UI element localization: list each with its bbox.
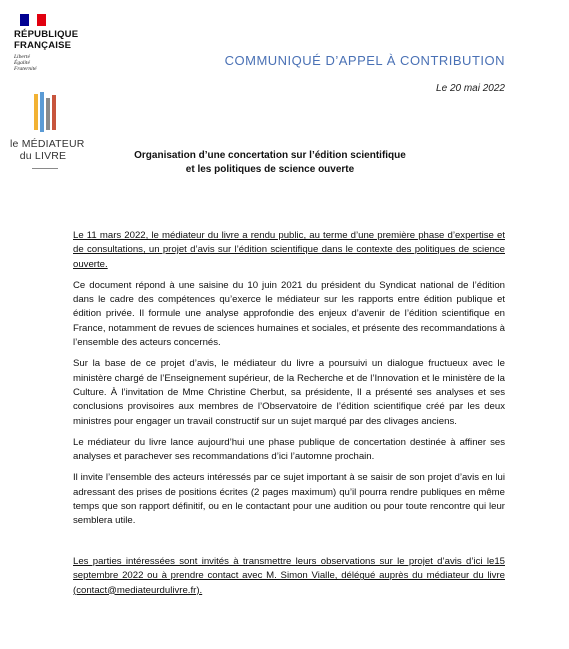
- republique-francaise-logo: [14, 14, 78, 72]
- republique-name-line2: FRANÇAISE: [14, 39, 72, 51]
- logo-bar-red: [52, 95, 56, 130]
- motto-fraternite: Fraternité: [14, 66, 37, 72]
- paragraph-intro: Le 11 mars 2022, le médiateur du livre a rendu public, au terme d’une première phase d’expertise et de consultations, un projet d’avis sur l’édition scientifique dans le contexte des politiques de science ouverte.: [73, 230, 505, 270]
- logo-text-line1: le MÉDIATEUR: [10, 138, 85, 150]
- document-title: [40, 149, 500, 177]
- logo-bar-grey: [46, 98, 50, 130]
- logo-bar-blue: [40, 92, 44, 132]
- communique-headline: COMMUNIQUÉ D’APPEL À CONTRIBUTION: [224, 53, 505, 68]
- logo-bars-icon: [10, 92, 100, 132]
- paragraph-concertation: Le médiateur du livre lance aujourd’hui une phase publique de concertation destinée à affiner ses analyses et parachever ses recommandations d’ici l’automne prochain.: [73, 436, 505, 463]
- republique-motto: [14, 54, 78, 72]
- motto-liberte: Liberté: [14, 54, 30, 60]
- logo-bar-yellow: [34, 94, 38, 130]
- document-body: [73, 229, 505, 536]
- flag-white-stripe: [29, 14, 38, 26]
- flag-blue-stripe: [20, 14, 29, 26]
- republique-name: [14, 30, 78, 51]
- logo-text-line2: du LIVRE: [19, 150, 67, 162]
- flag-red-stripe: [37, 14, 46, 26]
- paragraph-saisine: Ce document répond à une saisine du 10 juin 2021 du président du Syndicat national de l’édition dans le cadre des compétences qu’exerce le médiateur sur les rapports entre édition publique et édition privée. Il formule une analyse approfondie des enjeux d’avenir de l’édition scientifique en France, notamment de revues de sciences humaines et sociales, et présente des recommandations à l’ensemble des acteurs concernés.: [73, 279, 505, 349]
- paragraph-contact: Les parties intéressées sont invités à transmettre leurs observations sur le projet d’avis d’ici le15 septembre 2022 ou à prendre contact avec M. Simon Vialle, délégué auprès du médiateur du livre (contact@mediateurdulivre.fr).: [73, 556, 505, 596]
- title-line2: et les politiques de science ouverte: [185, 164, 355, 175]
- communique-date: Le 20 mai 2022: [436, 83, 505, 94]
- title-line1: Organisation d’une concertation sur l’édition scientifique: [134, 150, 406, 161]
- paragraph-invitation: Il invite l’ensemble des acteurs intéressés par ce sujet important à se saisir de son projet d’avis en lui adressant des prises de positions écrites (2 pages maximum) qu’il pourra rendre publiques en même temps que son rapport définitif, ou en le contactant pour une audition ou pour toute rencontre qui leur semblera utile.: [73, 472, 505, 527]
- french-flag-icon: [20, 14, 46, 26]
- paragraph-dialogue: Sur la base de ce projet d’avis, le médiateur du livre a poursuivi un dialogue fructueux avec le ministère chargé de l’Enseignement supérieur, de la Recherche et de l’Innovation et le ministère de la Culture. À l’invitation de Mme Christine Cherbut, sa présidente, Il a présenté ses analyses et ses conclusions provisoires aux membres de l’Observatoire de l’édition scientifique créé par les deux ministres pour engager un travail constructif sur un sujet marqué par des clivages anciens.: [73, 358, 505, 427]
- motto-egalite: Égalité: [14, 60, 30, 66]
- republique-name-line1: RÉPUBLIQUE: [14, 29, 79, 40]
